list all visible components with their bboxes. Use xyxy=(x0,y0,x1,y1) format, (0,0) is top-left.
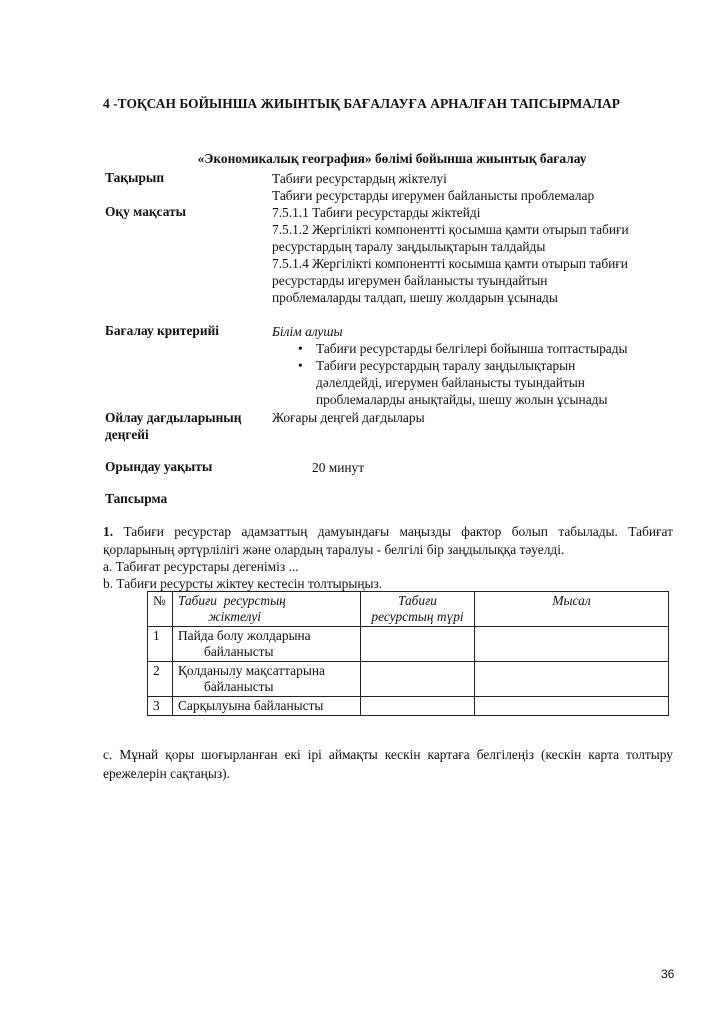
goal-label: Оқу мақсаты xyxy=(105,204,187,219)
task-heading: Тапсырма xyxy=(105,491,168,506)
time-label: Орындау уақыты xyxy=(105,459,213,474)
classification-table xyxy=(147,591,669,716)
thinking-value: Жоғары деңгей дағдылары xyxy=(272,410,425,425)
table-header-classification: Табиғи ресурстың жіктелуі xyxy=(173,592,361,627)
question-1-text: Табиғи ресурстар адамзаттың дамуындағы маңызды фактор болып табылады. Табиғат қорларының әртүрлілігі және олардың таралуы - белгілі бір заңдылыққа тәуелді. xyxy=(103,524,673,557)
table-cell-classification xyxy=(173,627,361,662)
criteria-item-line: проблемаларды анықтайды, шешу жолын ұсынады xyxy=(316,392,608,407)
table-header-type: Табиғи ресурстың түрі xyxy=(361,592,475,627)
table-cell-line: Пайда болу жолдарына xyxy=(178,628,311,643)
table-cell-line: байланысты xyxy=(204,679,274,694)
item-a: a. Табиғат ресурстары дегеніміз ... xyxy=(103,559,299,574)
table-cell-number: 3 xyxy=(148,697,173,716)
criteria-item xyxy=(272,340,628,357)
thinking-label-line: деңгейі xyxy=(105,427,149,442)
table-cell-type[interactable] xyxy=(361,662,475,697)
table-cell-example[interactable] xyxy=(475,662,669,697)
criteria-item xyxy=(272,357,628,408)
criteria-item-line: Табиғи ресурстардың таралу заңдылықтарын xyxy=(316,358,576,373)
item-b: b. Табиғи ресурсты жіктеу кестесін толтырыңыз. xyxy=(103,576,383,591)
question-1 xyxy=(103,523,673,558)
criteria-item-line: дәлелдейді, игерумен байланысты туындайтын xyxy=(316,375,585,390)
item-c: c. Мұнай қоры шоғырланған екі ірі аймақты кескін картаға белгілеңіз (кескін карта толтыру ережелерін сақтаңыз). xyxy=(103,747,673,781)
goal-value xyxy=(272,204,629,306)
time-value: 20 минут xyxy=(312,460,365,475)
table-header-example: Мысал xyxy=(475,592,669,627)
goal-line: ресурстарды игерумен байланысты туындайтын xyxy=(272,273,548,288)
topic-label: Тақырып xyxy=(105,170,165,185)
table-row xyxy=(148,627,669,662)
table-cell-example[interactable] xyxy=(475,697,669,716)
table-cell-classification xyxy=(173,697,361,716)
topic-line: Табиғи ресурстарды игерумен байланысты проблемалар xyxy=(272,188,595,203)
table-header-number: № xyxy=(148,592,173,627)
table-cell-classification xyxy=(173,662,361,697)
bullet-icon: • xyxy=(298,358,303,373)
goal-line: проблемаларды талдап, шешу жолдарын ұсынады xyxy=(272,290,558,305)
goal-line: 7.5.1.4 Жергілікті компонентті косымша қамти отырып табиғи xyxy=(272,256,628,271)
page-number: 36 xyxy=(661,967,675,981)
topic-value xyxy=(272,170,594,204)
goal-line: 7.5.1.2 Жергілікті компонентті қосымша қамти отырып табиғи xyxy=(272,222,629,237)
criteria-list xyxy=(272,340,628,408)
thinking-label xyxy=(105,409,241,443)
table-row xyxy=(148,662,669,697)
question-1-number: 1. xyxy=(103,524,114,539)
criteria-label: Бағалау критерийі xyxy=(105,323,220,338)
criteria-item-line: Табиғи ресурстарды белгілері бойынша топтастырады xyxy=(316,341,628,356)
table-cell-line: Сарқылуына байланысты xyxy=(178,698,324,713)
table-cell-example[interactable] xyxy=(475,627,669,662)
section-title: «Экономикалық география» бөлімі бойынша жиынтық бағалау xyxy=(197,151,587,166)
thinking-label-line: Ойлау дағдыларының xyxy=(105,410,242,425)
bullet-icon: • xyxy=(298,341,303,356)
table-cell-number: 1 xyxy=(148,627,173,662)
goal-line: 7.5.1.1 Табиғи ресурстарды жіктейді xyxy=(272,205,481,220)
topic-line: Табиғи ресурстардың жіктелуі xyxy=(272,171,447,186)
table-cell-type[interactable] xyxy=(361,697,475,716)
page-heading: 4 -ТОҚСАН БОЙЫНША ЖИЫНТЫҚ БАҒАЛАУҒА АРНАЛҒАН ТАПСЫРМАЛАР xyxy=(103,96,620,111)
table-cell-line: Қолданылу мақсаттарына xyxy=(178,663,325,678)
goal-line: ресурстардың таралу заңдылықтарын талдайды xyxy=(272,239,546,254)
table-cell-type[interactable] xyxy=(361,627,475,662)
criteria-value xyxy=(272,323,628,408)
table-cell-line: байланысты xyxy=(204,644,274,659)
table-cell-number: 2 xyxy=(148,662,173,697)
criteria-intro: Білім алушы xyxy=(272,324,343,339)
table-row xyxy=(148,697,669,716)
table-header-row xyxy=(148,592,669,627)
